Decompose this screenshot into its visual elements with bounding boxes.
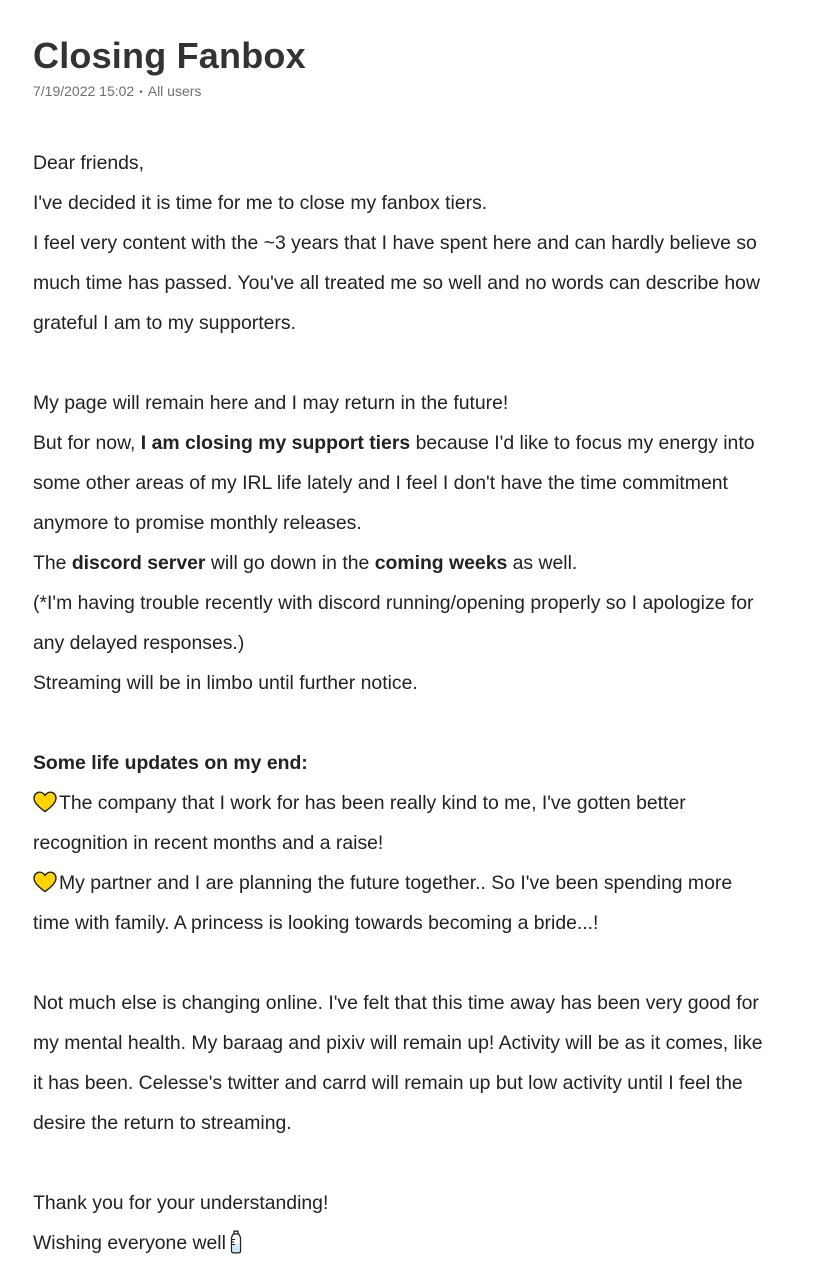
post-meta [33,82,797,103]
body-text: My partner and I are planning the future together.. So I've been spending more [59,872,733,894]
post-audience: All users [147,83,202,99]
body-line: anymore to promise monthly releases. [33,512,362,534]
body-line: (*I'm having trouble recently with discord running/opening properly so I apologize for [33,592,754,614]
baby-bottle-icon [229,1230,243,1254]
body-text: will go down in the [205,552,375,574]
body-text: because I'd like to focus my energy into [410,432,755,454]
body-line: My page will remain here and I may return in the future! [33,392,509,414]
body-text: Wishing everyone well [33,1232,226,1254]
bold-text: I am closing my support tiers [140,432,411,454]
yellow-heart-icon [33,791,57,813]
blank-line [33,1143,797,1183]
body-text: as well. [507,552,578,574]
post-date: 7/19/2022 15:02 [33,83,135,99]
body-line: recognition in recent months and a raise! [33,832,384,854]
body-line: it has been. Celesse's twitter and carrd will remain up but low activity until I feel the [33,1072,743,1094]
yellow-heart-icon [33,871,57,893]
body-line: much time has passed. You've all treated me so well and no words can describe how [33,272,760,294]
body-line: time with family. A princess is looking towards becoming a bride...! [33,912,599,934]
body-line [33,783,797,823]
body-line: grateful I am to my supporters. [33,312,296,334]
bold-text: discord server [71,552,206,574]
body-line: my mental health. My baraag and pixiv will remain up! Activity will be as it comes, like [33,1032,763,1054]
body-text: The company that I work for has been really kind to me, I've gotten better [59,792,686,814]
body-line [33,543,797,583]
body-line: desire the return to streaming. [33,1112,292,1134]
body-text: The [33,552,72,574]
body-line: Not much else is changing online. I've felt that this time away has been very good for [33,992,759,1014]
meta-separator: • [139,87,143,98]
body-line [33,423,797,463]
body-line [33,863,797,903]
section-heading [33,743,797,783]
body-text: But for now, [33,432,141,454]
body-line [33,1223,797,1263]
greeting-line: Dear friends, [33,152,145,174]
blank-line [33,703,797,743]
body-line: any delayed responses.) [33,632,245,654]
post-title: Closing Fanbox [33,35,306,76]
section-heading-text: Some life updates on my end: [33,752,308,774]
body-line: Thank you for your understanding! [33,1192,329,1214]
body-line: some other areas of my IRL life lately and I feel I don't have the time commitment [33,472,728,494]
body-line: I feel very content with the ~3 years that I have spent here and can hardly believe so [33,232,757,254]
body-line: Streaming will be in limbo until further notice. [33,672,418,694]
blank-line [33,943,797,983]
blank-line [33,343,797,383]
body-line: I've decided it is time for me to close my fanbox tiers. [33,192,488,214]
post-body [33,143,797,1263]
bold-text: coming weeks [374,552,508,574]
